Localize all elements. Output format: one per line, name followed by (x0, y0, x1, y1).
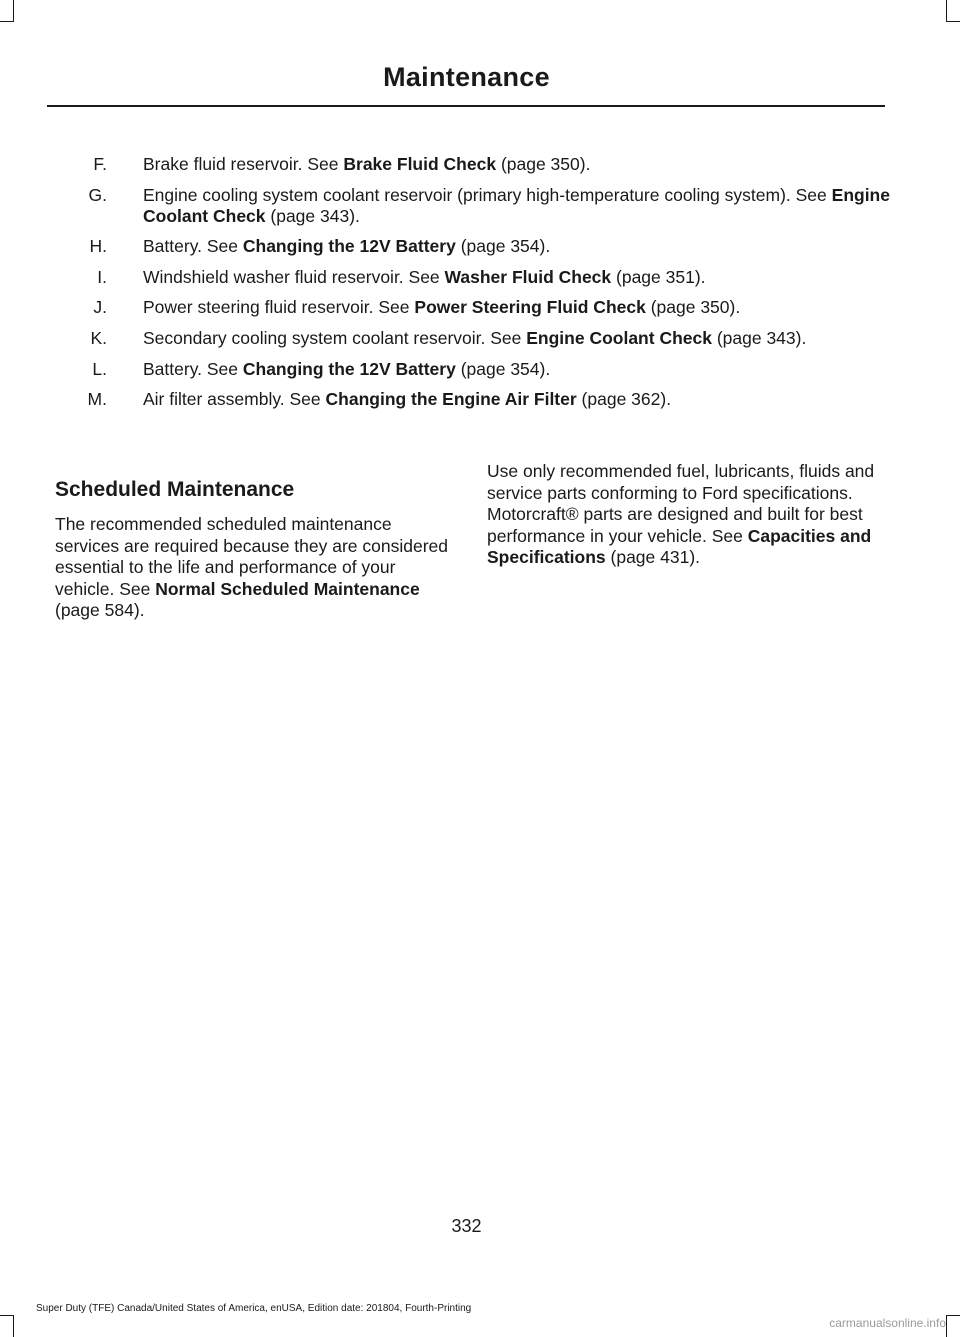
item-letter: J. (93, 297, 107, 318)
page-title: Maintenance (383, 62, 550, 92)
crop-mark (13, 0, 14, 22)
item-text: Secondary cooling system coolant reservoir. See Engine Coolant Check (page 343). (143, 327, 807, 348)
list-item (40, 328, 890, 349)
left-column (55, 476, 450, 622)
section-heading: Scheduled Maintenance (55, 478, 295, 501)
list-item (40, 267, 890, 288)
list-item (40, 359, 890, 380)
item-letter: G. (88, 184, 107, 205)
item-letter: F. (93, 154, 107, 174)
page-number: 332 (451, 1216, 482, 1236)
list-item (40, 389, 890, 410)
item-text: Engine cooling system coolant reservoir (primary high-temperature cooling system). See Engine Coolant Check (page 343). (143, 184, 890, 226)
header-rule (47, 105, 885, 107)
crop-mark (946, 1315, 947, 1337)
item-text: Battery. See Changing the 12V Battery (page 354). (143, 358, 551, 379)
item-letter: H. (89, 236, 107, 257)
list-item (40, 185, 890, 227)
crop-mark (0, 1315, 13, 1316)
item-letter: L. (92, 358, 107, 379)
cross-reference-link[interactable]: Capacities and Specifications (487, 525, 872, 567)
cross-reference-link[interactable]: Engine Coolant Check (526, 327, 712, 348)
list-item (40, 236, 890, 257)
crop-mark (13, 1315, 14, 1337)
crop-mark (946, 21, 960, 22)
list-item (40, 154, 890, 175)
cross-reference-link[interactable]: Changing the Engine Air Filter (325, 389, 577, 410)
cross-reference-link[interactable]: Washer Fluid Check (444, 266, 612, 287)
item-text: Battery. See Changing the 12V Battery (page 354). (143, 236, 551, 257)
watermark: carmanualsonline.info (829, 1316, 946, 1330)
edition-footer: Super Duty (TFE) Canada/United States of America, enUSA, Edition date: 201804, Fourth-Printing (36, 1303, 472, 1314)
component-list (40, 154, 890, 420)
crop-mark (946, 1315, 960, 1316)
item-letter: M. (87, 389, 107, 410)
item-letter: I. (97, 266, 107, 287)
cross-reference-link[interactable]: Changing the 12V Battery (242, 358, 456, 379)
body-paragraph: The recommended scheduled maintenance services are required because they are considered essential to the life and performance of your vehicle. See Normal Scheduled Maintenance (page 584). (55, 514, 448, 620)
cross-reference-link[interactable]: Brake Fluid Check (343, 154, 497, 174)
item-text: Air filter assembly. See Changing the Engine Air Filter (page 362). (143, 389, 672, 410)
cross-reference-link[interactable]: Engine Coolant Check (143, 184, 890, 226)
right-column (487, 461, 882, 569)
cross-reference-link[interactable]: Normal Scheduled Maintenance (155, 578, 420, 599)
item-letter: K. (90, 327, 107, 348)
list-item (40, 297, 890, 318)
body-paragraph: Use only recommended fuel, lubricants, fluids and service parts conforming to Ford specifications. Motorcraft® parts are designed and built for best performance in your vehicle. See Capacities and Specifications (page 431). (487, 461, 875, 567)
item-text: Brake fluid reservoir. See Brake Fluid Check (page 350). (143, 154, 591, 174)
item-text: Power steering fluid reservoir. See Power Steering Fluid Check (page 350). (143, 297, 741, 318)
crop-mark (0, 21, 13, 22)
cross-reference-link[interactable]: Changing the 12V Battery (242, 236, 456, 257)
cross-reference-link[interactable]: Power Steering Fluid Check (414, 297, 646, 318)
crop-mark (946, 0, 947, 22)
item-text: Windshield washer fluid reservoir. See Washer Fluid Check (page 351). (143, 266, 706, 287)
